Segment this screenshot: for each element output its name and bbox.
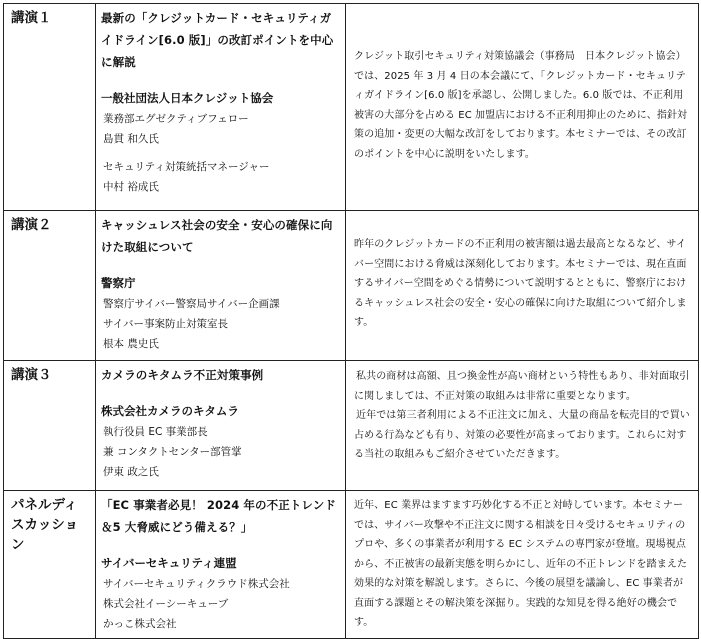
speaker-role: 業務部エグゼクティブフェロー <box>103 113 249 125</box>
session-description-paragraph: 近年では第三者利用による不正注文に加え、大量の商品を転売目的で買い占める行為なども有り、対策の必要性が高まっております。これらに対する当社の取組みもご紹介させていただきます。 <box>354 410 690 460</box>
session-row-3 <box>4 361 699 491</box>
session-label: 講演１ <box>11 10 52 26</box>
session-label-cell <box>4 211 96 361</box>
session-description-cell <box>346 211 699 361</box>
session-talk-cell <box>96 211 346 361</box>
talk-title: キャッシュレス社会の安全・安心の確保に向けた取組について <box>101 218 333 254</box>
session-row-2 <box>4 211 699 361</box>
speaker-organization: 一般社団法人日本クレジット協会 <box>101 91 274 105</box>
panel-member: かっこ株式会社 <box>103 618 177 630</box>
session-talk-cell <box>96 361 346 491</box>
talk-title: カメラのキタムラ不正対策事例 <box>101 368 264 382</box>
speaker-detail: サイバー事案防止対策室長 <box>103 318 229 330</box>
seminar-schedule-table <box>3 3 699 639</box>
session-row-1 <box>4 4 699 211</box>
speaker-organization: 株式会社カメラのキタムラ <box>101 404 239 418</box>
session-row-4 <box>4 491 699 639</box>
session-label-cell <box>4 361 96 491</box>
speaker-name: 根本 農史氏 <box>103 338 159 350</box>
session-label-cell <box>4 4 96 211</box>
session-description-paragraph: 私共の商材は高額、且つ換金性が高い商材という特性もあり、非対面取引に関しましては、不正対策の取組みは非常に重要となります。 <box>354 371 690 402</box>
speaker-name: 島貫 和久氏 <box>103 133 159 145</box>
speaker-name: 伊東 政之氏 <box>103 466 159 478</box>
speaker-organization: サイバーセキュリティ連盟 <box>101 556 237 570</box>
speaker-organization: 警察庁 <box>101 276 136 290</box>
speaker-role: セキュリティ対策統括マネージャー <box>103 161 270 173</box>
session-label: パネルディスカッション <box>11 497 79 553</box>
session-description: 昨年のクレジットカードの不正利用の被害額は過去最高となるなど、サイバー空間における脅威は深刻化しております。本セミナーでは、現在直面するサイバー空間をめぐる情勢について説明するとともに、警察庁におけるキャッシュレス社会の安全・安心の確保に向けた取組について紹介します。 <box>354 239 687 328</box>
speaker-detail: 執行役員 EC 事業部長 <box>103 426 208 438</box>
talk-title: 「EC 事業者必見！ 2024 年の不正トレンド＆5 大脅威にどう備える？」 <box>101 498 336 534</box>
panel-member: 株式会社イーシーキューブ <box>103 598 229 610</box>
session-description: 近年、EC 業界はますます巧妙化する不正と対峙しています。本セミナーでは、サイバー攻撃や不正注文に関する相談を日々受けるセキュリティのプロや、多くの事業者が利用する EC システムの専門家が登壇。現場視点から、不正被害の最新実態を明らかにし、近年の不正トレンドを踏まえた効果的な対策を解説します。さらに、今後の展望を議論し、EC 事業者が直面する課題とその解決策を深掘り。実践的な知見を得る絶好の機会です。 <box>354 500 688 628</box>
session-label: 講演２ <box>11 217 52 233</box>
panel-member: サイバーセキュリティクラウド株式会社 <box>103 578 290 590</box>
speaker-detail: 兼 コンタクトセンター部管掌 <box>103 446 242 458</box>
session-talk-cell <box>96 4 346 211</box>
talk-title: 最新の「クレジットカード・セキュリティガイドライン[6.0 版]」の改訂ポイントを中心に解説 <box>101 11 334 69</box>
session-description-cell <box>346 491 699 639</box>
session-description: クレジット取引セキュリティ対策協議会（事務局 日本クレジット協会）では、2025 年 3 月 4 日の本会議にて、「クレジットカード・セキュリティガイドライン[6.0 版]を承認し、公開しました。6.0 版では、不正利用被害の大部分を占める EC 加盟店における不正利用抑止のために、指針対策の追加・変更の大幅な改訂をしております。本セミナーでは、その改訂のポイントを中心に説明をいたします。 <box>354 51 688 160</box>
speaker-name: 中村 裕成氏 <box>103 181 159 193</box>
session-description-cell <box>346 361 699 491</box>
session-talk-cell <box>96 491 346 639</box>
session-description-cell <box>346 4 699 211</box>
speaker-detail: 警察庁サイバー警察局サイバー企画課 <box>103 298 280 310</box>
session-label: 講演３ <box>11 367 52 383</box>
session-label-cell <box>4 491 96 639</box>
